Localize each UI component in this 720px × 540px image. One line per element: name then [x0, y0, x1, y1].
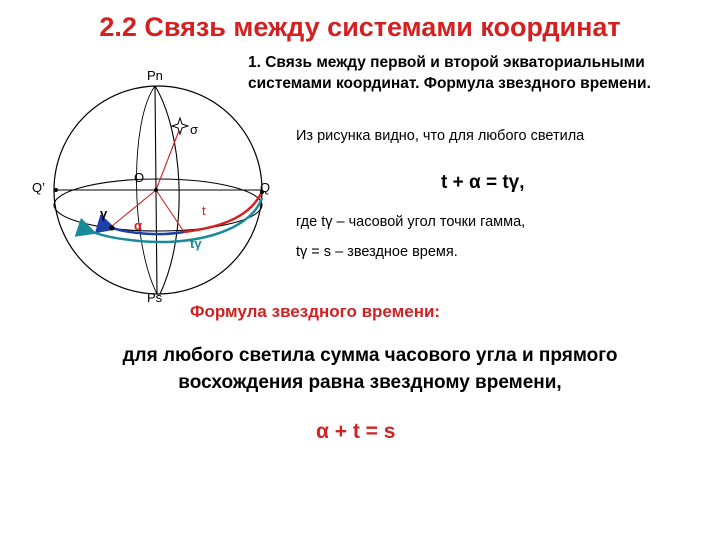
page-title: 2.2 Связь между системами координат	[99, 12, 621, 42]
point-q-prime	[54, 188, 58, 192]
label-gamma: γ	[100, 206, 108, 221]
label-t: t	[202, 203, 206, 218]
label-o: O	[134, 170, 145, 185]
label-pn: Pn	[147, 68, 163, 83]
statement-line-1: для любого светила сумма часового угла и прямого	[122, 345, 618, 366]
center-point	[154, 188, 158, 192]
label-alpha: α	[134, 218, 142, 233]
label-q: Q	[260, 180, 271, 195]
intro-text: Из рисунка видно, что для любого светила	[296, 128, 585, 144]
main-formula: t + α = tγ,	[441, 172, 525, 193]
label-ps: Ps	[147, 290, 163, 305]
subheading: 1. Связь между первой и второй экваториальными системами координат. Формула звездного времени.	[248, 54, 651, 92]
line-to-star	[156, 128, 180, 190]
star-icon	[172, 118, 188, 134]
celestial-equator	[54, 179, 262, 231]
section-title: Формула звездного времени:	[190, 302, 441, 321]
label-t-gamma: tγ	[190, 236, 202, 251]
t-gamma-definition: где tγ – часовой угол точки гамма,	[296, 214, 526, 230]
hour-angle-arc	[184, 192, 262, 232]
statement-line-2: восхождения равна звездному времени,	[178, 372, 562, 393]
label-sigma: σ	[190, 122, 199, 137]
sidereal-definition: tγ = s – звездное время.	[296, 244, 458, 260]
point-gamma	[110, 226, 115, 231]
label-q-prime: Q’	[32, 180, 45, 195]
final-formula: α + t = s	[316, 420, 396, 443]
line-to-hour-point	[156, 190, 184, 232]
